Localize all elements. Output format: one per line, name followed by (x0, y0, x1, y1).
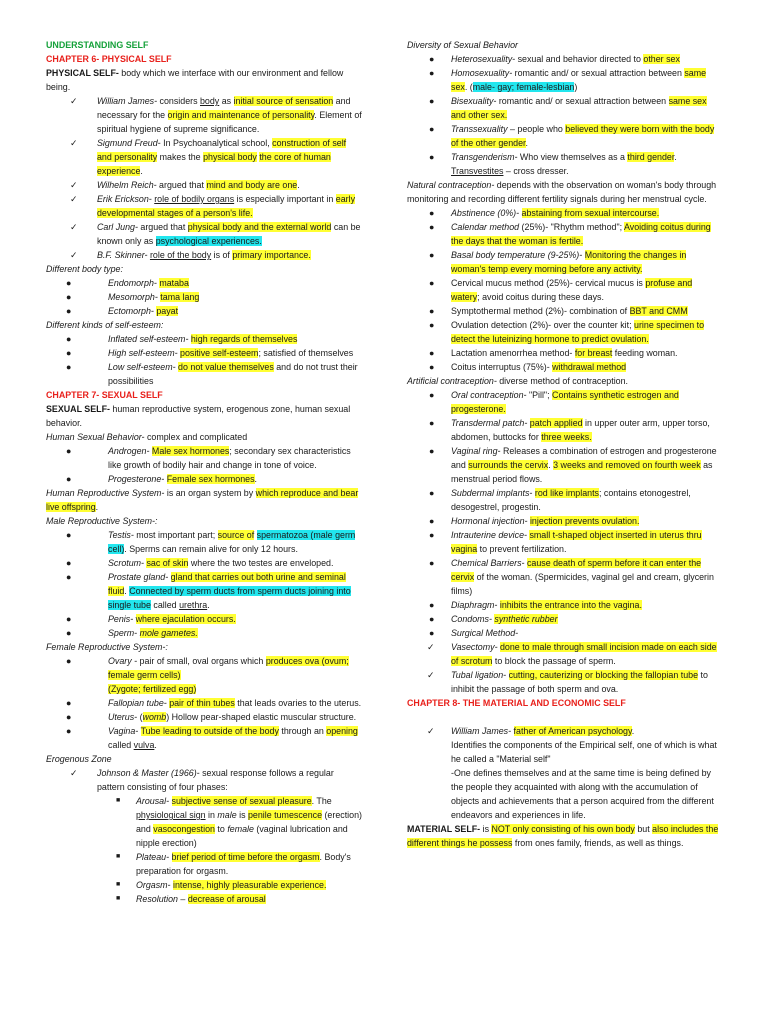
list-item: ● Sperm- mole gametes. (66, 628, 198, 638)
chapter-7-heading: CHAPTER 7- SEXUAL SELF (46, 390, 163, 400)
list-item: ● Bisexuality- romantic and/ or sexual attraction between same sex and other sex. (429, 96, 707, 120)
bullet-icon: ● (429, 628, 435, 638)
sexual-self-def: SEXUAL SELF- human reproductive system, erogenous zone, human sexual behavior. (46, 404, 351, 428)
bullet-icon: ● (429, 278, 435, 288)
self-esteem-heading: Different kinds of self-esteem: (46, 320, 164, 330)
natural-contraception-def: Natural contraception- depends with the observation on woman's body through monitoring and recording different fertility signals during her menstrual cycle. (407, 180, 717, 204)
list-item: ● Prostate gland- gland that carries out both urine and seminal fluid. Connected by sperm ducts from sperm ducts joining into single tube called urethra. (66, 572, 351, 610)
bullet-icon: ● (66, 698, 72, 708)
list-item: ● Progesterone- Female sex hormones. (66, 474, 257, 484)
check-icon: ✓ (70, 222, 78, 232)
bullet-icon: ● (429, 558, 435, 568)
list-item: ● Ovary - pair of small, oval organs which produces ova (ovum; female germ cells) (Zygote; fertilized egg) (66, 656, 349, 694)
bullet-icon: ● (66, 572, 72, 582)
list-item: ● Ectomorph- payat (66, 306, 179, 316)
bullet-icon: ● (429, 614, 435, 624)
diversity-heading: Diversity of Sexual Behavior (407, 40, 518, 50)
hsb-def: Human Sexual Behavior- complex and complicated (46, 432, 248, 442)
list-item: ● Inflated self-esteem- high regards of themselves (66, 334, 298, 344)
list-item: ● Heterosexuality- sexual and behavior directed to other sex (429, 54, 680, 64)
list-item: ● Condoms- synthetic rubber (429, 614, 558, 624)
bullet-icon: ● (429, 320, 435, 330)
list-item: ● Symptothermal method (2%)- combination of BBT and CMM (429, 306, 688, 316)
square-bullet-icon: ■ (116, 797, 121, 804)
list-item: ● Scrotum- sac of skin where the two testes are enveloped. (66, 558, 334, 568)
list-item: ✓ Sigmund Freud- In Psychoanalytical school, construction of self and personality makes the physical body the core of human experience. (70, 138, 347, 176)
list-item: ■ Arousal- subjective sense of sexual pleasure. The physiological sign in male is penile tumescence (erection) and vasocongestion to female (vaginal lubrication and nipple erection) (116, 796, 362, 848)
bullet-icon: ● (429, 348, 435, 358)
list-item: ● Testis- most important part; source of spermatozoa (male germ cell). Sperms can remain alive for only 12 hours. (66, 530, 356, 554)
bullet-icon: ● (66, 334, 72, 344)
left-column (46, 38, 363, 906)
square-bullet-icon: ■ (116, 881, 121, 888)
bullet-icon: ● (429, 362, 435, 372)
square-bullet-icon: ■ (116, 853, 121, 860)
list-item: ● Ovulation detection (2%)- over the counter kit; urine specimen to detect the luteinizing hormone to predict ovulation. (429, 320, 705, 344)
list-item: ✓ William James- considers body as initial source of sensation and necessary for the origin and maintenance of personality. Element of spiritual hygiene of supreme significance. (70, 96, 362, 134)
physical-self-def: PHYSICAL SELF- body which we interface with our environment and fellow being. (46, 68, 344, 92)
check-icon: ✓ (70, 96, 78, 106)
bullet-icon: ● (429, 390, 435, 400)
hrs-def: Human Reproductive System- is an organ system by which reproduce and bear live offspring. (46, 488, 359, 512)
bullet-icon: ● (429, 488, 435, 498)
list-item: ■ Orgasm- intense, highly pleasurable experience. (116, 880, 327, 890)
bullet-icon: ● (66, 446, 72, 456)
list-item: ● Coitus interruptus (75%)- withdrawal method (429, 362, 627, 372)
square-bullet-icon: ■ (116, 895, 121, 902)
check-icon: ✓ (70, 250, 78, 260)
list-item: ● Transsexuality – people who believed they were born with the body of the other gender. (429, 124, 715, 148)
chapter-8-heading: CHAPTER 8- THE MATERIAL AND ECONOMIC SELF (407, 698, 626, 708)
list-item: ● Uterus- (womb) Hollow pear-shaped elastic muscular structure. (66, 712, 357, 722)
bullet-icon: ● (429, 250, 435, 260)
bullet-icon: ● (429, 516, 435, 526)
list-item: ● Oral contraception- "Pill"; Contains synthetic estrogen and progesterone. (429, 390, 679, 414)
list-item: ● Fallopian tube- pair of thin tubes that leads ovaries to the uterus. (66, 698, 362, 708)
bullet-icon: ● (429, 306, 435, 316)
list-item: ● Homosexuality- romantic and/ or sexual attraction between same sex. (male- gay; female-lesbian) (429, 68, 707, 92)
check-icon: ✓ (427, 670, 435, 680)
list-item: ✓ Erik Erickson- role of bodily organs is especially important in early developmental stages of a person's life. (70, 194, 356, 218)
bullet-icon: ● (429, 600, 435, 610)
list-item: ✓ Vasectomy- done to male through small incision made on each side of scrotum to block the passage of sperm. (427, 642, 717, 666)
list-item: ● Chemical Barriers- cause death of sperm before it can enter the cervix of the woman. (Spermicides, vaginal gel and cream, glycerin films) (429, 558, 714, 596)
list-item: ● Intrauterine device- small t-shaped object inserted in uterus thru vagina to prevent fertilization. (429, 530, 702, 554)
check-icon: ✓ (70, 194, 78, 204)
body-type-heading: Different body type: (46, 264, 123, 274)
female-rs-heading: Female Reproductive System-: (46, 642, 168, 652)
bullet-icon: ● (66, 306, 72, 316)
bullet-icon: ● (66, 278, 72, 288)
doc-title: UNDERSTANDING SELF (46, 40, 149, 50)
list-item: ● Subdermal implants- rod like implants; contains etonogestrel, desogestrel, progestin. (429, 488, 691, 512)
list-item: ● Transdermal patch- patch applied in upper outer arm, upper torso, abdomen, buttocks for three weeks. (429, 418, 710, 442)
bullet-icon: ● (429, 68, 435, 78)
bullet-icon: ● (66, 726, 72, 736)
bullet-icon: ● (429, 530, 435, 540)
chapter-6-heading: CHAPTER 6- PHYSICAL SELF (46, 54, 172, 64)
bullet-icon: ● (66, 558, 72, 568)
bullet-icon: ● (429, 152, 435, 162)
bullet-icon: ● (66, 362, 72, 372)
erogenous-heading: Erogenous Zone (46, 754, 112, 764)
material-self-def: MATERIAL SELF- is NOT only consisting of his own body but also includes the different things he possess from ones family, friends, as well as things. (407, 824, 719, 848)
list-item: ● Penis- where ejaculation occurs. (66, 614, 236, 624)
list-item: ✓ Wilhelm Reich- argued that mind and body are one. (70, 180, 300, 190)
bullet-icon: ● (66, 614, 72, 624)
list-item: ● Lactation amenorrhea method- for breast feeding woman. (429, 348, 678, 358)
bullet-icon: ● (429, 446, 435, 456)
right-column (407, 38, 723, 850)
bullet-icon: ● (66, 292, 72, 302)
artificial-contraception-def: Artificial contraception- diverse method of contraception. (407, 376, 629, 386)
bullet-icon: ● (429, 222, 435, 232)
list-item: ■ Plateau- brief period of time before the orgasm. Body's preparation for orgasm. (116, 852, 351, 876)
check-icon: ✓ (70, 768, 78, 778)
list-item: ✓ Carl Jung- argued that physical body and the external world can be known only as psychological experiences. (70, 222, 361, 246)
list-item: ● Androgen- Male sex hormones; secondary sex characteristics like growth of bodily hair and change in tone of voice. (66, 446, 351, 470)
list-item: ✓ B.F. Skinner- role of the body is of primary importance. (70, 250, 311, 260)
list-item: ✓ Johnson & Master (1966)- sexual response follows a regular pattern consisting of four phases: (70, 768, 334, 792)
list-item: ● Low self-esteem- do not value themselves and do not trust their possibilities (66, 362, 358, 386)
bullet-icon: ● (429, 418, 435, 428)
list-item: ● Vagina- Tube leading to outside of the body through an opening called vulva. (66, 726, 358, 750)
list-item: ● Abstinence (0%)- abstaining from sexual intercourse. (429, 208, 660, 218)
list-item: ● Diaphragm- inhibits the entrance into the vagina. (429, 600, 642, 610)
bullet-icon: ● (66, 474, 72, 484)
bullet-icon: ● (66, 348, 72, 358)
bullet-icon: ● (429, 96, 435, 106)
bullet-icon: ● (429, 124, 435, 134)
list-item: ● Hormonal injection- injection prevents ovulation. (429, 516, 640, 526)
male-rs-heading: Male Reproductive System-: (46, 516, 158, 526)
check-icon: ✓ (427, 642, 435, 652)
list-item: ✓ William James- father of American psychology. (427, 726, 635, 736)
bullet-icon: ● (66, 628, 72, 638)
list-item: ■ Resolution – decrease of arousal (116, 894, 266, 904)
list-item: ● Mesomorph- tama lang (66, 292, 200, 302)
check-icon: ✓ (70, 138, 78, 148)
wj-paragraph-1: Identifies the components of the Empirical self, one of which is what he called a "Material self" (451, 740, 717, 764)
list-item: ● High self-esteem- positive self-esteem; satisfied of themselves (66, 348, 354, 358)
check-icon: ✓ (70, 180, 78, 190)
check-icon: ✓ (427, 726, 435, 736)
list-item: ● Surgical Method- (429, 628, 519, 638)
bullet-icon: ● (66, 530, 72, 540)
bullet-icon: ● (66, 656, 72, 666)
list-item: ● Vaginal ring- Releases a combination of estrogen and progesterone and surrounds the cervix. 3 weeks and removed on fourth week as menstrual period flows. (429, 446, 717, 484)
list-item: ● Calendar method (25%)- "Rhythm method"; Avoiding coitus during the days that the woman is fertile. (429, 222, 711, 246)
list-item: ✓ Tubal ligation- cutting, cauterizing or blocking the fallopian tube to inhibit the passage of both sperm and ova. (427, 670, 708, 694)
bullet-icon: ● (66, 712, 72, 722)
list-item: ● Endomorph- mataba (66, 278, 189, 288)
list-item: ● Basal body temperature (9-25%)- Monitoring the changes in woman's temp every morning before any activity. (429, 250, 687, 274)
spacer (407, 710, 723, 724)
wj-paragraph-2: -One defines themselves and at the same time is being defined by the people they acquainted with along with the accumulation of objects and achievements that a person acquired from the different endeavors and experiences in life. (451, 768, 714, 820)
bullet-icon: ● (429, 208, 435, 218)
bullet-icon: ● (429, 54, 435, 64)
list-item: ● Cervical mucus method (25%)- cervical mucus is profuse and watery; avoid coitus during these days. (429, 278, 693, 302)
list-item: ● Transgenderism- Who view themselves as a third gender. Transvestites – cross dresser. (429, 152, 677, 176)
